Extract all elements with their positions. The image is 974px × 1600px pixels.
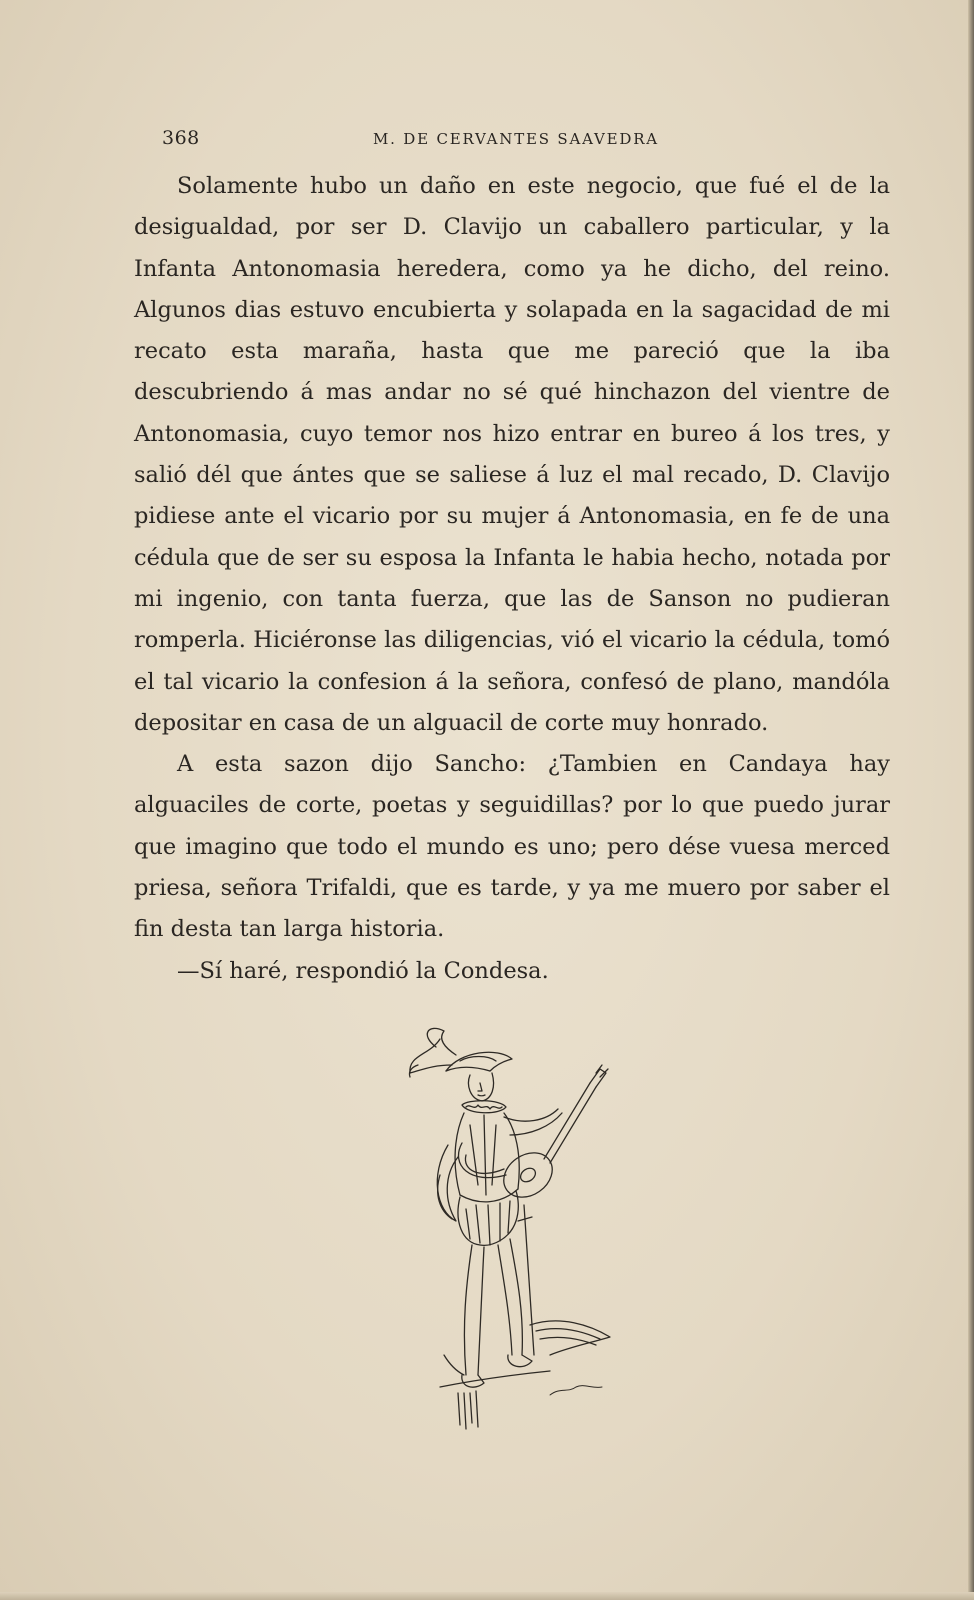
paragraph: —Sí haré, respondió la Condesa.: [177, 957, 549, 984]
paragraph: A esta sazon dijo Sancho: ¿Tambien en Candaya hay alguaciles de corte, poetas y seguidillas? por lo que puedo jurar que imagino que todo el mundo es uno; pero dése vuesa merced priesa, señora Trifaldi, que es tarde, y ya me muero por saber el fin desta tan larga historia.: [134, 751, 890, 943]
page-header: [162, 127, 682, 155]
paragraph: Solamente hubo un daño en este negocio, que fué el de la desigualdad, por ser D. Clavijo un caballero particular, y la Infanta Antonomasia heredera, como ya he dicho, del reino. Algunos dias estuvo encubierta y solapada en la sagacidad de mi recato esta maraña, hasta que me pareció que la iba descubriendo á mas andar no sé qué hinchazon del vientre de Antonomasia, cuyo temor nos hizo entrar en bureo á los tres, y salió dél que ántes que se saliese á luz el mal recado, D. Clavijo pidiese ante el vicario por su mujer á Antonomasia, en fe de una cédula que de ser su esposa la Infanta le habia hecho, notada por mi ingenio, con tanta fuerza, que las de Sanson no pudieran romperla. Hiciéronse las diligencias, vió el vicario la cédula, tomó el tal vicario la confesion á la señora, confesó de plano, mandóla depositar en casa de un alguacil de corte muy honrado.: [134, 173, 890, 736]
text-body: [134, 166, 890, 992]
page-number: 368: [162, 127, 200, 149]
running-head: M. DE CERVANTES SAAVEDRA: [373, 130, 659, 148]
lute-player-illustration: [400, 1025, 625, 1455]
page-edge-shadow: [968, 0, 974, 1600]
page-bottom-edge: [0, 1592, 974, 1600]
